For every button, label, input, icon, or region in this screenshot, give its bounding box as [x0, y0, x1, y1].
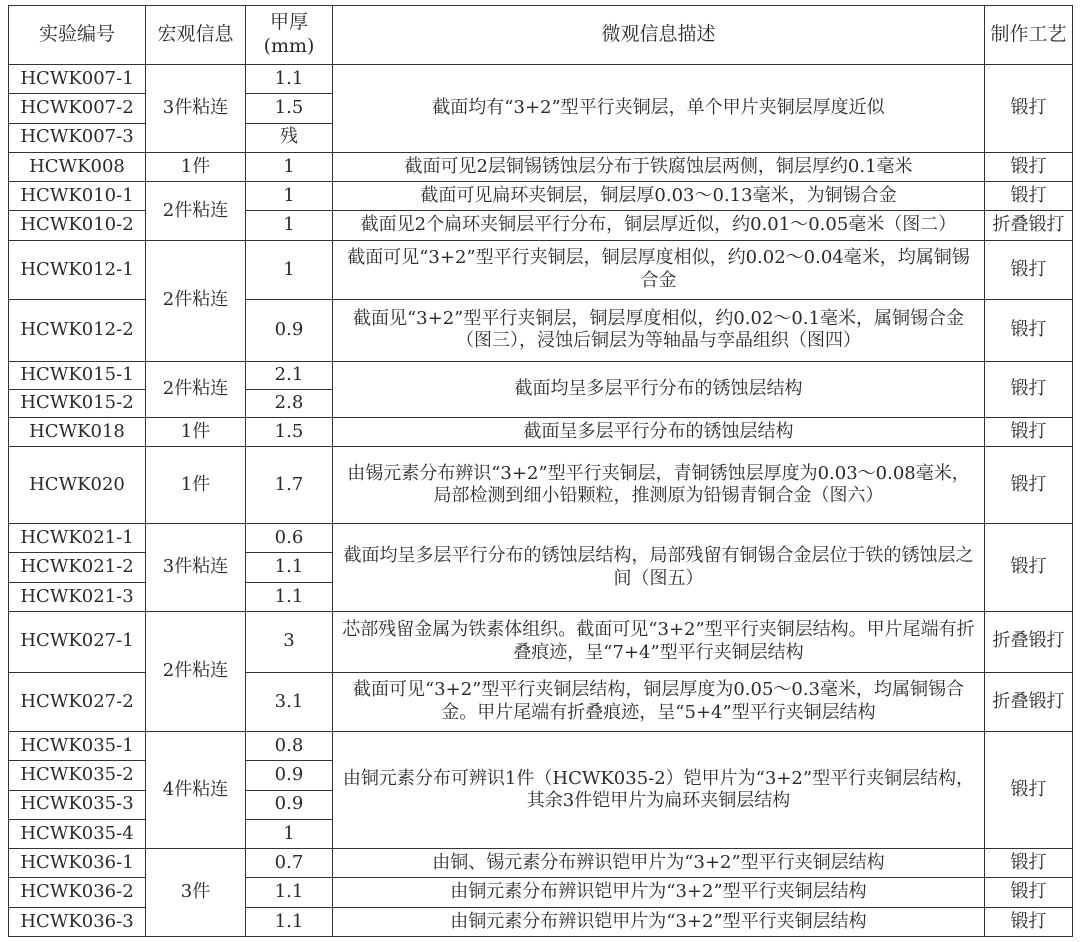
cell-macro: 3件: [146, 849, 246, 937]
cell-macro: 4件粘连: [146, 732, 246, 849]
cell-id: HCWK035-2: [9, 761, 146, 790]
cell-id: HCWK012-1: [9, 240, 146, 300]
table-row: [9, 732, 1073, 761]
cell-thickness: 1.1: [246, 65, 333, 94]
cell-id: HCWK021-3: [9, 582, 146, 611]
cell-id: HCWK007-3: [9, 123, 146, 152]
cell-desc: 由锡元素分布辨识“3+2”型平行夹铜层，青铜锈蚀层厚度为0.03～0.08毫米，局部检测到细小铅颗粒，推测原为铅锡青铜合金（图六）: [333, 447, 985, 524]
cell-id: HCWK036-1: [9, 849, 146, 878]
cell-macro: 2件粘连: [146, 361, 246, 418]
cell-process: 锻打: [985, 849, 1073, 878]
cell-process: 锻打: [985, 732, 1073, 849]
cell-id: HCWK020: [9, 447, 146, 524]
cell-id: HCWK015-1: [9, 361, 146, 389]
cell-desc: 截面呈多层平行分布的锈蚀层结构: [333, 418, 985, 447]
cell-thickness: 1: [246, 240, 333, 300]
cell-desc: 截面见“3+2”型平行夹铜层，铜层厚度相似，约0.02～0.1毫米，属铜锡合金（图三），浸蚀后铜层为等轴晶与孪晶组织（图四）: [333, 300, 985, 362]
cell-desc: 由铜元素分布可辨识1件（HCWK035-2）铠甲片为“3+2”型平行夹铜层结构，其余3件铠甲片为扁环夹铜层结构: [333, 732, 985, 849]
cell-process: 锻打: [985, 907, 1073, 936]
table-row: [9, 182, 1073, 211]
cell-id: HCWK035-1: [9, 732, 146, 761]
cell-macro: 2件粘连: [146, 611, 246, 731]
cell-desc: 截面均有“3+2”型平行夹铜层，单个甲片夹铜层厚度近似: [333, 65, 985, 153]
cell-thickness: 0.7: [246, 849, 333, 878]
cell-thickness: 2.1: [246, 361, 333, 389]
cell-desc: 截面见2个扁环夹铜层平行分布，铜层厚近似，约0.01～0.05毫米（图二）: [333, 211, 985, 240]
cell-thickness: 0.9: [246, 300, 333, 362]
header-macro: 宏观信息: [146, 6, 246, 65]
cell-desc: 截面均呈多层平行分布的锈蚀层结构: [333, 361, 985, 418]
cell-macro: 2件粘连: [146, 182, 246, 241]
table-row: [9, 524, 1073, 553]
cell-process: 锻打: [985, 361, 1073, 418]
data-table: [8, 5, 1073, 937]
cell-desc: 截面均呈多层平行分布的锈蚀层结构，局部残留有铜锡合金层位于铁的锈蚀层之间（图五）: [333, 524, 985, 612]
table-row: [9, 611, 1073, 672]
cell-process: 锻打: [985, 182, 1073, 211]
cell-thickness: 1.1: [246, 582, 333, 611]
cell-process: 锻打: [985, 447, 1073, 524]
table-row: [9, 65, 1073, 94]
header-row: [9, 6, 1073, 65]
cell-thickness: 3: [246, 611, 333, 672]
cell-desc: 截面可见2层铜锡锈蚀层分布于铁腐蚀层两侧，铜层厚约0.1毫米: [333, 152, 985, 181]
cell-thickness: 残: [246, 123, 333, 152]
cell-thickness: 1.7: [246, 447, 333, 524]
cell-thickness: 3.1: [246, 672, 333, 732]
cell-desc: 由铜元素分布辨识铠甲片为“3+2”型平行夹铜层结构: [333, 907, 985, 936]
cell-id: HCWK015-2: [9, 389, 146, 417]
cell-thickness: 0.9: [246, 761, 333, 790]
cell-desc: 截面可见扁环夹铜层，铜层厚0.03～0.13毫米，为铜锡合金: [333, 182, 985, 211]
table-row: [9, 361, 1073, 389]
cell-id: HCWK021-1: [9, 524, 146, 553]
cell-id: HCWK027-1: [9, 611, 146, 672]
table-row: [9, 152, 1073, 181]
cell-id: HCWK035-4: [9, 819, 146, 848]
cell-id: HCWK027-2: [9, 672, 146, 732]
cell-process: 锻打: [985, 300, 1073, 362]
cell-process: 折叠锻打: [985, 611, 1073, 672]
cell-id: HCWK021-2: [9, 553, 146, 582]
cell-desc: 截面可见“3+2”型平行夹铜层结构，铜层厚度为0.05～0.3毫米，均属铜锡合金。甲片尾端有折叠痕迹，呈“5+4”型平行夹铜层结构: [333, 672, 985, 732]
cell-thickness: 1.5: [246, 94, 333, 123]
cell-process: 锻打: [985, 418, 1073, 447]
cell-id: HCWK018: [9, 418, 146, 447]
cell-id: HCWK036-3: [9, 907, 146, 936]
table-row: [9, 447, 1073, 524]
cell-thickness: 0.6: [246, 524, 333, 553]
cell-id: HCWK036-2: [9, 878, 146, 907]
cell-thickness: 1: [246, 182, 333, 211]
cell-macro: 3件粘连: [146, 524, 246, 612]
header-thickness: 甲厚(mm): [246, 6, 333, 65]
cell-thickness: 1.1: [246, 878, 333, 907]
cell-process: 折叠锻打: [985, 672, 1073, 732]
cell-macro: 1件: [146, 447, 246, 524]
cell-process: 折叠锻打: [985, 211, 1073, 240]
cell-thickness: 1: [246, 819, 333, 848]
cell-id: HCWK035-3: [9, 790, 146, 819]
table-row: [9, 418, 1073, 447]
cell-macro: 3件粘连: [146, 65, 246, 153]
cell-thickness: 1: [246, 152, 333, 181]
cell-id: HCWK010-2: [9, 211, 146, 240]
cell-desc: 由铜、锡元素分布辨识铠甲片为“3+2”型平行夹铜层结构: [333, 849, 985, 878]
cell-macro: 1件: [146, 152, 246, 181]
cell-desc: 截面可见“3+2”型平行夹铜层，铜层厚度相似，约0.02～0.04毫米，均属铜锡合金: [333, 240, 985, 300]
cell-thickness: 1: [246, 211, 333, 240]
table-row: [9, 240, 1073, 300]
cell-thickness: 2.8: [246, 389, 333, 417]
cell-id: HCWK012-2: [9, 300, 146, 362]
cell-id: HCWK007-2: [9, 94, 146, 123]
cell-process: 锻打: [985, 524, 1073, 612]
cell-id: HCWK008: [9, 152, 146, 181]
cell-thickness: 1.1: [246, 907, 333, 936]
cell-thickness: 0.8: [246, 732, 333, 761]
cell-desc: 芯部残留金属为铁素体组织。截面可见“3+2”型平行夹铜层结构。甲片尾端有折叠痕迹，呈“7+4”型平行夹铜层结构: [333, 611, 985, 672]
cell-process: 锻打: [985, 240, 1073, 300]
cell-thickness: 1.5: [246, 418, 333, 447]
cell-desc: 由铜元素分布辨识铠甲片为“3+2”型平行夹铜层结构: [333, 878, 985, 907]
header-desc: 微观信息描述: [333, 6, 985, 65]
cell-process: 锻打: [985, 65, 1073, 153]
cell-macro: 2件粘连: [146, 240, 246, 361]
cell-id: HCWK010-1: [9, 182, 146, 211]
table-row: [9, 849, 1073, 878]
cell-id: HCWK007-1: [9, 65, 146, 94]
header-process: 制作工艺: [985, 6, 1073, 65]
cell-thickness: 0.9: [246, 790, 333, 819]
cell-macro: 1件: [146, 418, 246, 447]
header-id: 实验编号: [9, 6, 146, 65]
cell-thickness: 1.1: [246, 553, 333, 582]
cell-process: 锻打: [985, 878, 1073, 907]
cell-process: 锻打: [985, 152, 1073, 181]
